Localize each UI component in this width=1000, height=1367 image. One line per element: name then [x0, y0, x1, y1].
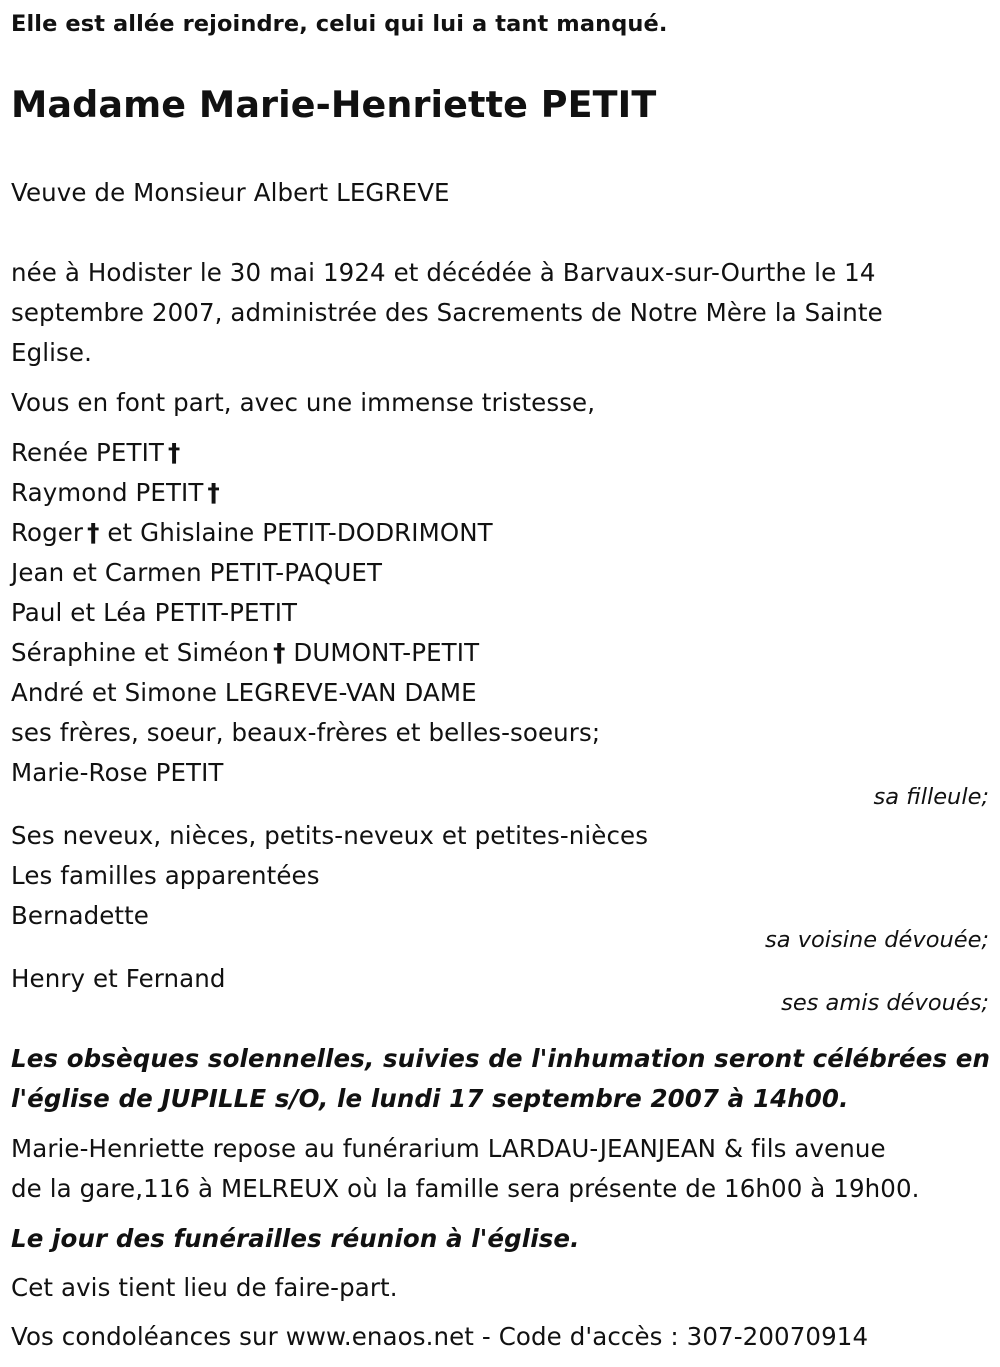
family-seraphine: [11, 638, 479, 668]
family-henry: Henry et Fernand: [11, 964, 226, 993]
nephews-nieces: Ses neveux, nièces, petits-neveux et petites-nièces: [11, 821, 649, 850]
birth-death-line-3: Eglise.: [11, 338, 92, 367]
family-jean: Jean et Carmen PETIT-PAQUET: [11, 558, 383, 587]
tagline: Elle est allée rejoindre, celui qui lui a tant manqué.: [11, 11, 668, 37]
family-raymond: [11, 478, 220, 508]
cross-icon: †: [167, 438, 181, 467]
announcement: Vous en font part, avec une immense tristesse,: [11, 388, 596, 417]
family-member-name: Renée PETIT: [11, 438, 164, 467]
family-member-name: Raymond PETIT: [11, 478, 204, 507]
notice-statement: Cet avis tient lieu de faire-part.: [11, 1273, 398, 1302]
family-roger: [11, 518, 493, 548]
family-member-name: Roger: [11, 518, 84, 547]
deceased-name: Madame Marie-Henriette PETIT: [11, 83, 657, 126]
family-renee: [11, 438, 180, 468]
family-paul: Paul et Léa PETIT-PETIT: [11, 598, 298, 627]
funeral-line-1: Les obsèques solennelles, suivies de l'inhumation seront célébrées en: [11, 1044, 991, 1073]
rest-line-1: Marie-Henriette repose au funérarium LARDAU-JEANJEAN & fils avenue: [11, 1134, 886, 1163]
family-marie-rose: Marie-Rose PETIT: [11, 758, 224, 787]
rest-line-2: de la gare,116 à MELREUX où la famille sera présente de 16h00 à 19h00.: [11, 1174, 920, 1203]
cross-icon: †: [273, 638, 286, 667]
related-families: Les familles apparentées: [11, 861, 320, 890]
bernadette-role: sa voisine dévouée;: [765, 927, 989, 953]
widow-of: Veuve de Monsieur Albert LEGREVE: [11, 178, 450, 207]
cross-icon: †: [87, 518, 100, 547]
condolences-link[interactable]: Vos condoléances sur www.enaos.net - Code d'accès : 307-20070914: [11, 1322, 869, 1351]
family-andre: André et Simone LEGREVE-VAN DAME: [11, 678, 477, 707]
siblings-role: ses frères, soeur, beaux-frères et belles-soeurs;: [11, 718, 601, 747]
family-bernadette: Bernadette: [11, 901, 149, 930]
cross-icon: †: [207, 478, 220, 507]
henry-role: ses amis dévoués;: [781, 990, 989, 1016]
family-member-name: et Ghislaine PETIT-DODRIMONT: [107, 518, 493, 547]
birth-death-line-1: née à Hodister le 30 mai 1924 et décédée à Barvaux-sur-Ourthe le 14: [11, 258, 876, 287]
family-member-name: Séraphine et Siméon: [11, 638, 270, 667]
family-member-name: DUMONT-PETIT: [293, 638, 480, 667]
marie-rose-role: sa filleule;: [873, 784, 989, 810]
birth-death-line-2: septembre 2007, administrée des Sacrements de Notre Mère la Sainte: [11, 298, 883, 327]
meeting-info: Le jour des funérailles réunion à l'église.: [11, 1224, 580, 1253]
funeral-line-2: l'église de JUPILLE s/O, le lundi 17 septembre 2007 à 14h00.: [11, 1084, 849, 1113]
